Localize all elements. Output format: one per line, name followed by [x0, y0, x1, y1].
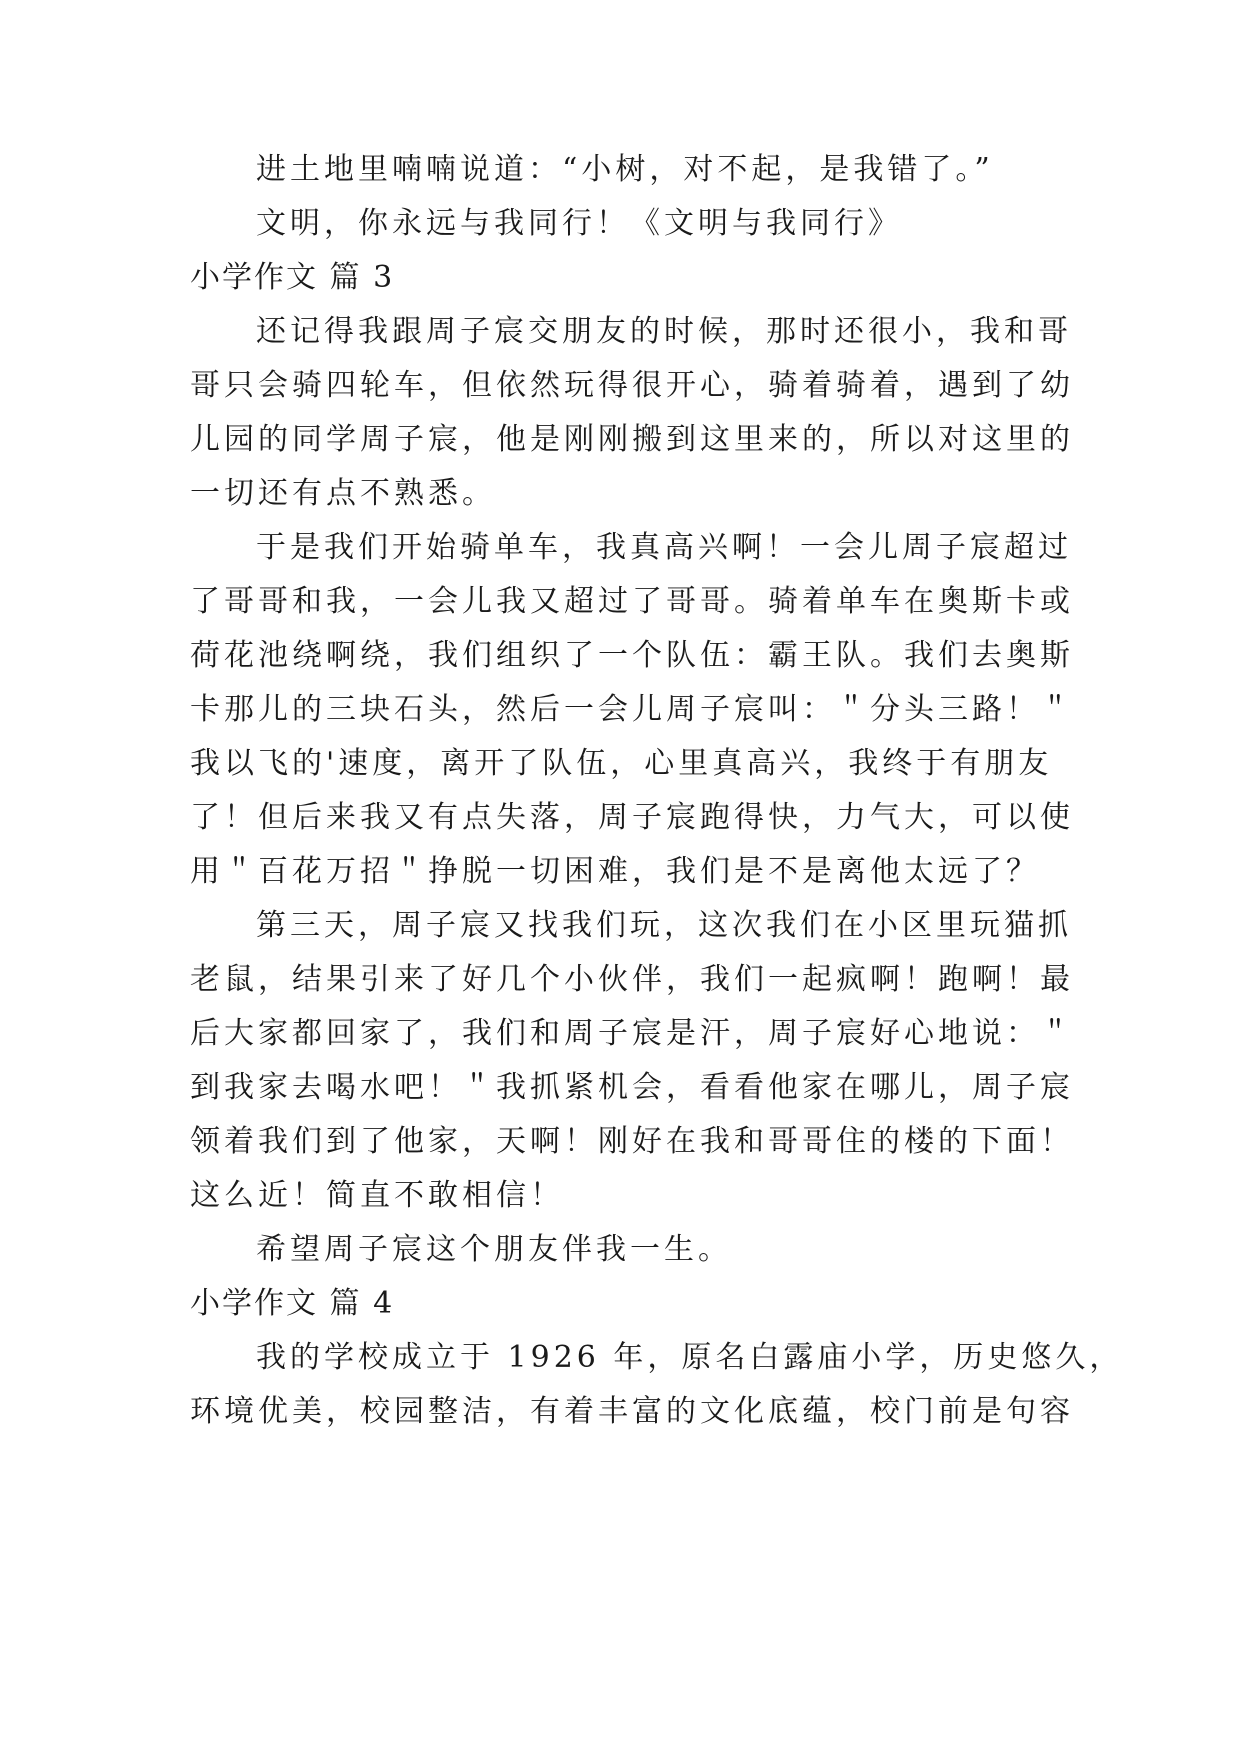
paragraph-line: 我的学校成立于 1926 年，原名白露庙小学，历史悠久， — [256, 1340, 1124, 1375]
paragraph-line: 到我家去喝水吧！＂我抓紧机会，看看他家在哪儿，周子宸 — [190, 1070, 1074, 1105]
paragraph-line: 荷花池绕啊绕，我们组织了一个队伍：霸王队。我们去奥斯 — [190, 638, 1074, 673]
paragraph-line: 儿园的同学周子宸，他是刚刚搬到这里来的，所以对这里的 — [190, 422, 1074, 457]
paragraph-line: 后大家都回家了，我们和周子宸是汗，周子宸好心地说：＂ — [190, 1016, 1074, 1051]
section-heading: 小学作文 篇 4 — [190, 1286, 395, 1321]
paragraph-line: 还记得我跟周子宸交朋友的时候，那时还很小，我和哥 — [256, 314, 1072, 349]
paragraph-line: 环境优美，校园整洁，有着丰富的文化底蕴，校门前是句容 — [190, 1394, 1074, 1429]
paragraph-line: 了！但后来我又有点失落，周子宸跑得快，力气大，可以使 — [190, 800, 1074, 835]
paragraph-line: 这么近！简直不敢相信！ — [190, 1178, 564, 1213]
paragraph-line: 于是我们开始骑单车，我真高兴啊！一会儿周子宸超过 — [256, 530, 1072, 565]
paragraph-line: 希望周子宸这个朋友伴我一生。 — [256, 1232, 732, 1267]
paragraph-line: 领着我们到了他家，天啊！刚好在我和哥哥住的楼的下面！ — [190, 1124, 1074, 1159]
paragraph-line: 第三天，周子宸又找我们玩，这次我们在小区里玩猫抓 — [256, 908, 1072, 943]
section-heading: 小学作文 篇 3 — [190, 260, 395, 295]
paragraph-line: 卡那儿的三块石头，然后一会儿周子宸叫：＂分头三路！＂ — [190, 692, 1074, 727]
paragraph-line: 老鼠，结果引来了好几个小伙伴，我们一起疯啊！跑啊！最 — [190, 962, 1074, 997]
paragraph-line: 了哥哥和我，一会儿我又超过了哥哥。骑着单车在奥斯卡或 — [190, 584, 1074, 619]
paragraph-line: 哥只会骑四轮车，但依然玩得很开心，骑着骑着，遇到了幼 — [190, 368, 1074, 403]
paragraph-line: 用＂百花万招＂挣脱一切困难，我们是不是离他太远了？ — [190, 854, 1040, 889]
paragraph-line: 文明，你永远与我同行！《文明与我同行》 — [256, 206, 902, 241]
paragraph-line: 我以飞的'速度，离开了队伍，心里真高兴，我终于有朋友 — [190, 746, 1053, 781]
paragraph-line: 一切还有点不熟悉。 — [190, 476, 496, 511]
paragraph-line: 进土地里喃喃说道：“小树，对不起，是我错了。” — [256, 152, 994, 187]
